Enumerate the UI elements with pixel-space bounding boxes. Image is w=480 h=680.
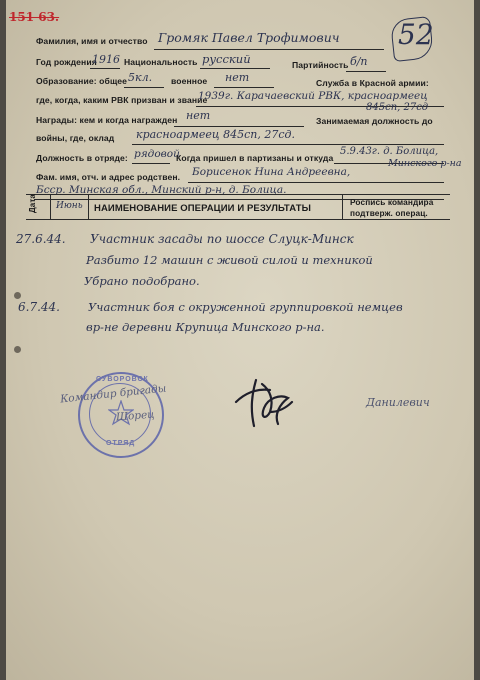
nationality-label: Национальность <box>124 57 198 67</box>
position-label: Должность в отряде: <box>36 153 128 163</box>
sheet-number: 52 <box>398 18 434 51</box>
birth-label: Год рождения <box>36 57 97 67</box>
war-label: войны, где, оклад <box>36 133 115 143</box>
draft-value-unit: 845сп, 27сд <box>366 102 429 113</box>
joined-value: 5.9.43г. д. Болица, <box>340 146 439 157</box>
red-army-label: Служба в Красной армии: <box>316 78 429 88</box>
party-label: Партийность <box>292 60 349 70</box>
education-label: Образование: общее <box>36 76 128 86</box>
awards-label: Награды: кем и когда награжден <box>36 115 178 125</box>
relatives-address: Бсср. Минская обл., Минский р-н, д. Болица. <box>36 184 287 196</box>
stamp-top-text: СУВОРОВСК <box>96 376 149 383</box>
signature-column-header-2: подтверж. операц. <box>350 208 428 218</box>
entry-line: вр-не деревни Крупица Минского р-на. <box>86 320 325 334</box>
commissar-name: Данилевич <box>366 396 430 409</box>
nationality-value: русский <box>202 52 251 66</box>
operation-column-header: НАИМЕНОВАНИЕ ОПЕРАЦИИ И РЕЗУЛЬТАТЫ <box>94 203 312 214</box>
entry-line: Участник боя с окруженной группировкой немцев <box>88 300 403 314</box>
name-value: Громяк Павел Трофимович <box>158 30 340 45</box>
entry-line: Убрано подобрано. <box>84 274 200 288</box>
scan-edge-left <box>0 0 6 680</box>
war-value: красноармеец 845сп, 27сд. <box>136 128 295 141</box>
awards-value: нет <box>186 109 211 122</box>
date-column-header: Дата <box>28 194 37 213</box>
signature-column-header: Роспись командира <box>350 197 434 207</box>
red-archive-number: 151 63. <box>9 10 60 24</box>
relatives-value: Борисенок Нина Андреевна, <box>192 166 351 178</box>
entry-date: 27.6.44. <box>16 232 66 246</box>
date-column-note: Июнь <box>56 201 83 211</box>
sheet-number-circle <box>390 16 434 62</box>
scan-edge-right <box>474 0 480 680</box>
position-value: рядовой <box>134 148 180 160</box>
commander-signature-icon <box>230 368 300 438</box>
birth-value: 1916 <box>92 53 120 66</box>
joined-value-district: Минского р-на <box>388 158 462 169</box>
military-education-value: нет <box>225 71 250 84</box>
draft-value: 1939г. Карачаевский РВК, красноармеец <box>198 90 428 102</box>
entry-date: 6.7.44. <box>18 300 60 314</box>
punch-hole <box>14 346 21 353</box>
party-value: б/п <box>350 55 368 68</box>
name-label: Фамилия, имя и отчество <box>36 36 148 46</box>
relatives-label: Фам. имя, отч. и адрес родствен. <box>36 172 181 182</box>
commander-title: Командир бригады <box>59 382 167 406</box>
entry-line: Участник засады по шоссе Слуцк-Минск <box>90 232 354 246</box>
entry-line: Разбито 12 машин с живой силой и техникой <box>86 253 373 267</box>
draft-label: где, когда, каким РВК призван и звание <box>36 95 208 105</box>
stamp-bottom-text: ОТРЯД <box>106 440 136 447</box>
joined-label: Когда пришел в партизаны и откуда <box>176 153 334 163</box>
punch-hole <box>14 292 21 299</box>
military-education-label: военное <box>171 76 208 86</box>
education-value: 5кл. <box>128 71 153 84</box>
commander-name: Шорец <box>115 408 155 424</box>
position-before-label: Занимаемая должность до <box>316 116 433 126</box>
